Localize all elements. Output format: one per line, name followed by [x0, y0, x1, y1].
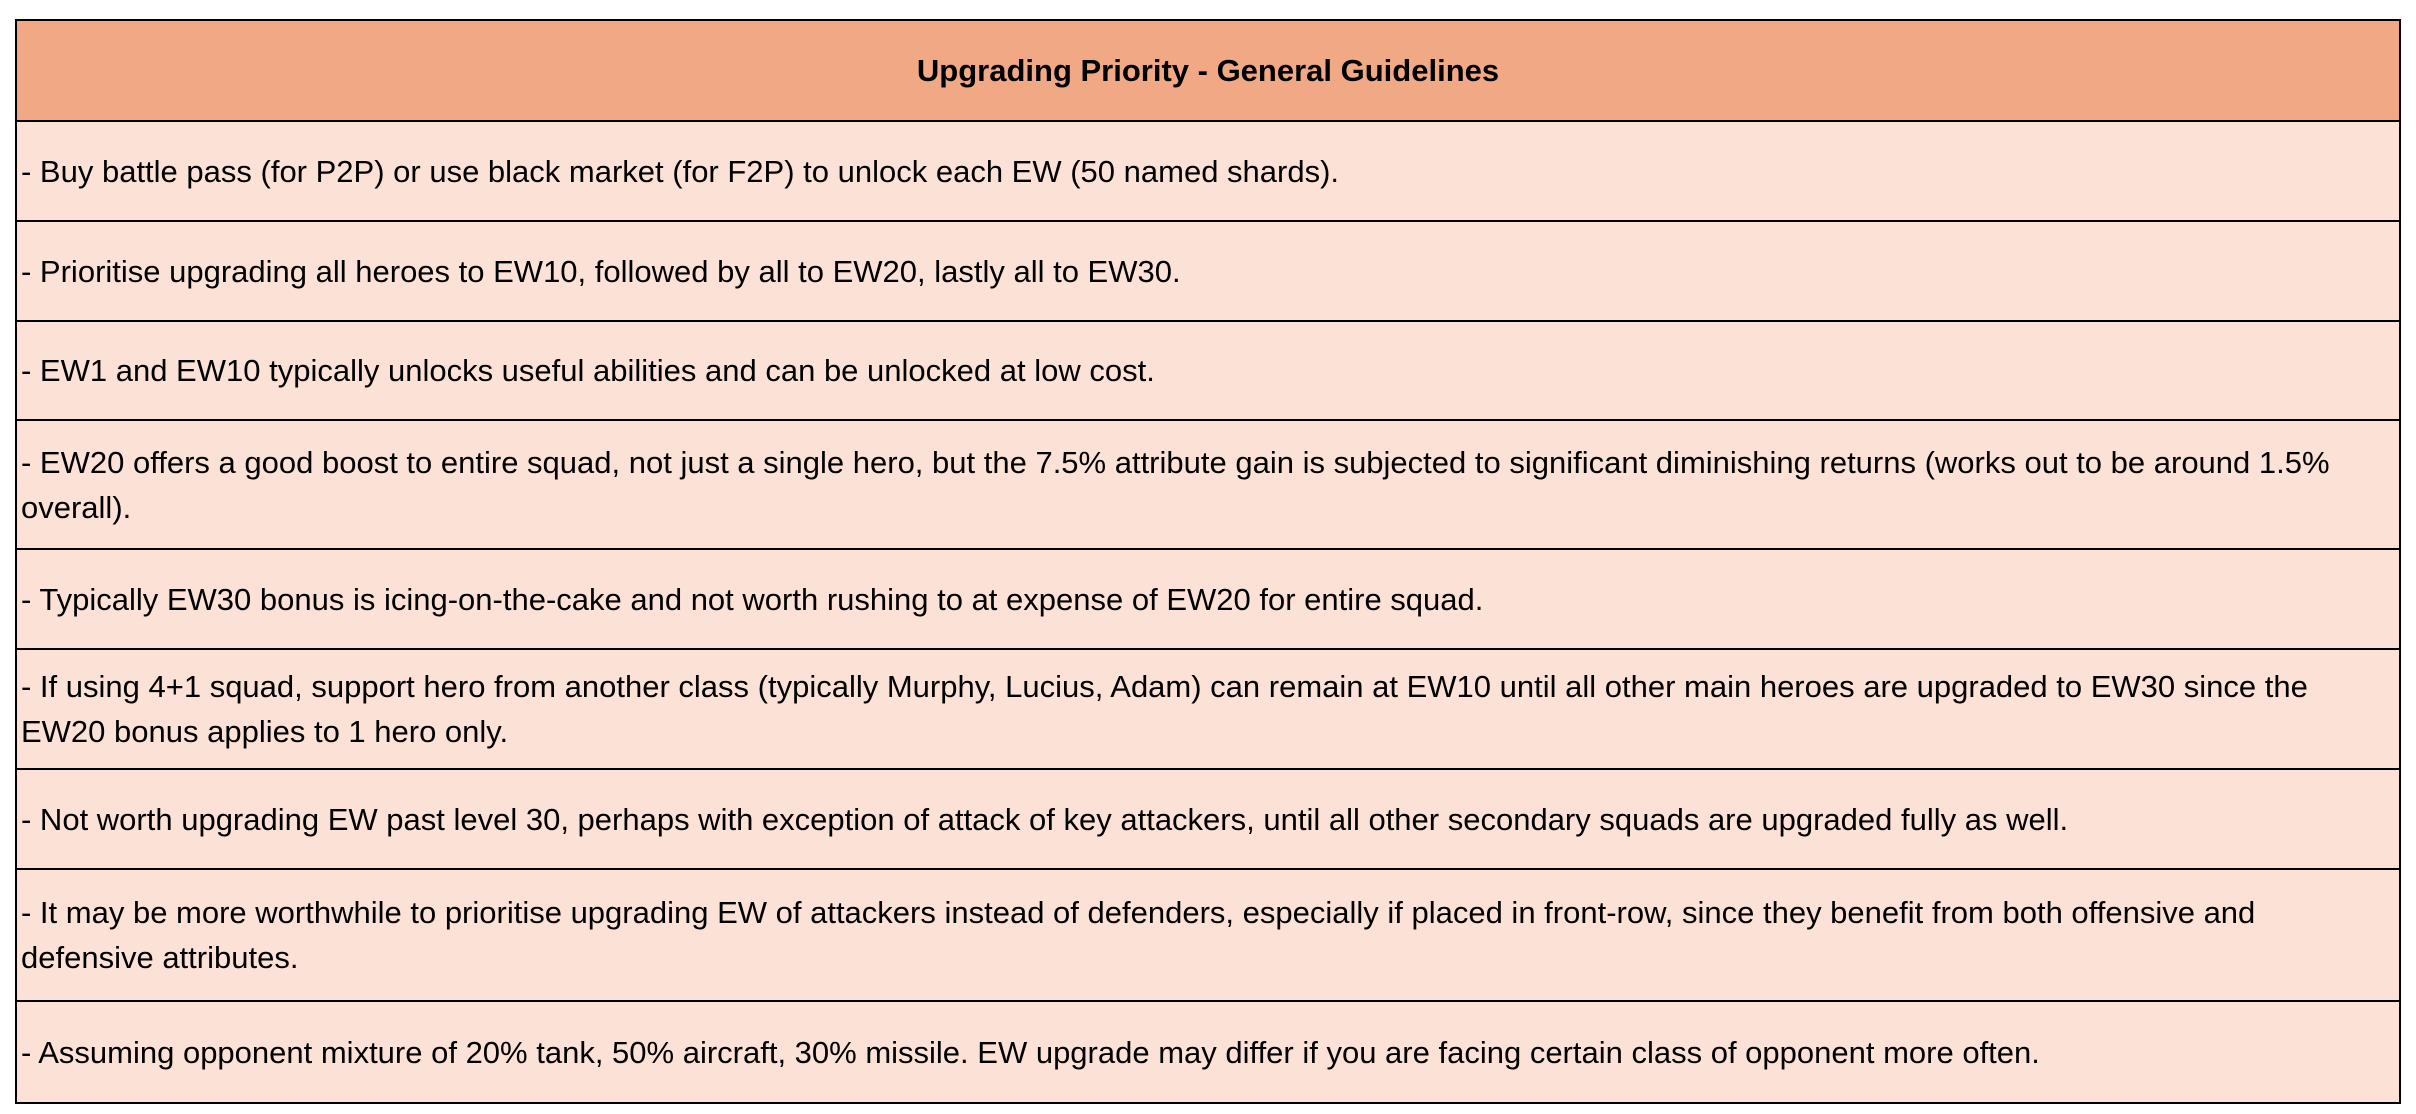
row-text: - It may be more worthwhile to prioritise upgrading EW of attackers instead of defenders, especially if placed in front-row, since they benefit from both offensive and defensive attributes.	[21, 895, 2256, 975]
table-header	[17, 21, 2399, 122]
table-title: Upgrading Priority - General Guidelines	[916, 52, 1500, 88]
row-text: - EW20 offers a good boost to entire squad, not just a single hero, but the 7.5% attribute gain is subjected to significant diminishing returns (works out to be around 1.5% overall).	[21, 444, 2330, 525]
row-text: - Not worth upgrading EW past level 30, perhaps with exception of attack of key attackers, until all other secondary squads are upgraded fully as well.	[21, 801, 2069, 837]
table-row	[17, 421, 2399, 550]
row-text: - Buy battle pass (for P2P) or use black market (for F2P) to unlock each EW (50 named shards).	[21, 153, 1340, 189]
table-row	[17, 1002, 2399, 1102]
table-row	[17, 550, 2399, 650]
table-row	[17, 322, 2399, 421]
row-text: - If using 4+1 squad, support hero from another class (typically Murphy, Lucius, Adam) can remain at EW10 until all other main heroes are upgraded to EW30 since the EW20 bonus applies to 1 hero only.	[21, 669, 2308, 749]
row-text: - Assuming opponent mixture of 20% tank, 50% aircraft, 30% missile. EW upgrade may differ if you are facing certain class of opponent more often.	[21, 1034, 2040, 1070]
guidelines-table	[15, 19, 2401, 1104]
row-text: - Prioritise upgrading all heroes to EW10, followed by all to EW20, lastly all to EW30.	[21, 253, 1181, 289]
table-row	[17, 650, 2399, 770]
table-row	[17, 870, 2399, 1002]
row-text: - EW1 and EW10 typically unlocks useful abilities and can be unlocked at low cost.	[21, 353, 1155, 388]
table-row	[17, 122, 2399, 222]
table-row	[17, 770, 2399, 870]
row-text: - Typically EW30 bonus is icing-on-the-cake and not worth rushing to at expense of EW20 for entire squad.	[21, 581, 1484, 617]
table-row	[17, 222, 2399, 322]
